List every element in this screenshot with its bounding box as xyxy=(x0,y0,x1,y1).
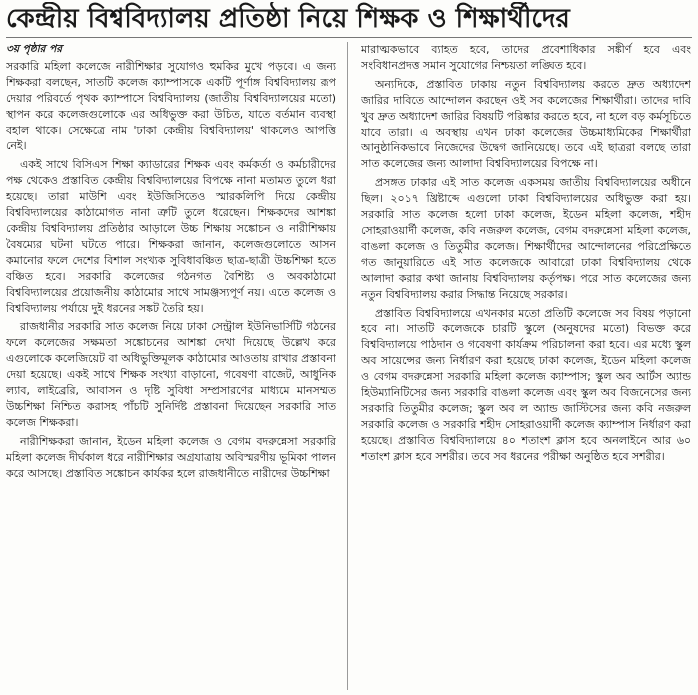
paragraph: একই সাথে বিসিএস শিক্ষা ক্যাডারের শিক্ষক এবং কর্মকর্তা ও কর্মচারীদের পক্ষ থেকেও প্রস্তাবিত কেন্দ্রীয় বিশ্ববিদ্যালয়ের বিপক্ষে নানা মতামত তুলে ধরা হয়েছে। তারা মাউশি এবং ইউজিসিতেও স্মারকলিপি দিয়ে কেন্দ্রীয় বিশ্ববিদ্যালয়ের কাঠামোগত নানা ত্রুটি তুলে ধরেছেন। শিক্ষকদের আশঙ্কা কেন্দ্রীয় বিশ্ববিদ্যালয় প্রতিষ্ঠার আড়ালে উচ্চ শিক্ষায় সঙ্কোচন ও নারীশিক্ষায় বৈষম্যের ঘটনা ঘটতে পারে। শিক্ষকরা জানান, কলেজগুলোতে আসন কমানোর ফলে দেশের বিশাল সংখ্যক সুবিধাবঞ্চিত ছাত্র-ছাত্রী উচ্চশিক্ষা হতে বঞ্চিত হবে। সরকারি কলেজের গঠনগত বৈশিষ্ট্য ও অবকাঠামো বিশ্ববিদ্যালয়ের প্রয়োজনীয় কাঠামোর সাথে সামঞ্জস্যপূর্ণ নয়। এতে কলেজ ও বিশ্ববিদ্যালয় পর্যায়ে দুই ধরনের সঙ্কট তৈরি হয়। xyxy=(6,158,336,315)
column-divider xyxy=(347,42,348,690)
paragraph: সরকারি মহিলা কলেজে নারীশিক্ষার সুযোগও হুমকির মুখে পড়বে। এ জন্য শিক্ষকরা বলছেন, সাতটি কলেজ ক্যাম্পাসকে একটি পূর্ণাঙ্গ বিশ্ববিদ্যালয় রূপ দেয়ার পরিবর্তে পৃথক ক্যাম্পাসে বিশ্ববিদ্যালয় (জাতীয় বিশ্ববিদ্যালয়ের মতো) স্থাপন করে কলেজগুলোকে এর অধিভুক্ত করা উচিত, যাতে বর্তমান ব্যবস্থা বহাল থাকে। সেক্ষেত্রে নাম 'ঢাকা কেন্দ্রীয় বিশ্ববিদ্যালয়' থাকলেও আপত্তি নেই। xyxy=(6,59,336,153)
paragraph: নারীশিক্ষকরা জানান, ইডেন মহিলা কলেজ ও বেগম বদরুন্নেসা সরকারি মহিলা কলেজ দীর্ঘকাল ধরে নারীশিক্ষার অগ্রযাত্রায় অবিস্মরণীয় ভূমিকা পালন করে আসছে। প্রস্তাবিত সঙ্কোচন কার্যকর হলে রাজধানীতে নারীদের উচ্চশিক্ষা xyxy=(6,434,336,480)
paragraph: মারাত্মকভাবে ব্যাহত হবে, তাদের প্রবেশাধিকার সঙ্কীর্ণ হবে এবং সংবিধানপ্রদত্ত সমান সুযোগের নিশ্চয়তা লঙ্ঘিত হবে। xyxy=(361,43,691,72)
paragraph: অন্যদিকে, প্রস্তাবিত ঢাকায় নতুন বিশ্ববিদ্যালয় করতে দ্রুত অধ্যাদেশ জারির দাবিতে আন্দোলন করছেন ওই সব কলেজের শিক্ষার্থীরা। তাদের দাবি খুব দ্রুত অধ্যাদেশ জারির বিষয়টি পরিষ্কার করতে হবে, না হলে বড় কর্মসূচিতে যাবে তারা। এ অবস্থায় এখন ঢাকা কলেজের উচ্চমাধ্যমিকের শিক্ষার্থীরা আনুষ্ঠানিকভাবে নিজেদের উদ্বেগ জানিয়েছে। তবে এই ছাত্ররা বলছে তারা সাত কলেজের জন্য আলাদা বিশ্ববিদ্যালয়ের বিপক্ষে না। xyxy=(361,77,691,171)
paragraph: প্রসঙ্গত ঢাকার এই সাত কলেজ একসময় জাতীয় বিশ্ববিদ্যালয়ের অধীনে ছিল। ২০১৭ খ্রিষ্টাব্দে এগুলো ঢাকা বিশ্ববিদ্যালয়ের অধিভুক্ত করা হয়। সরকারি সাত কলেজ হলো ঢাকা কলেজ, ইডেন মহিলা কলেজ, শহীদ সোহরাওয়ার্দী কলেজ, কবি নজরুল কলেজ, বেগম বদরুন্নেসা মহিলা কলেজ, বাঙলা কলেজ ও তিতুমীর কলেজ। শিক্ষার্থীদের আন্দোলনের পরিপ্রেক্ষিতে গত জানুয়ারিতে এই সাত কলেজকে আবারো ঢাকা বিশ্ববিদ্যালয় থেকে আলাদা করার কথা জানায় বিশ্ববিদ্যালয় কর্তৃপক্ষ। পরে সাত কলেজের জন্য নতুন বিশ্ববিদ্যালয় করার সিদ্ধান্ত নিয়েছে সরকার। xyxy=(361,176,691,301)
article-headline: কেন্দ্রীয় বিশ্ববিদ্যালয় প্রতিষ্ঠা নিয়ে শিক্ষক ও শিক্ষার্থীদের xyxy=(6,4,570,34)
article-column-right xyxy=(361,42,691,692)
paragraph: প্রস্তাবিত বিশ্ববিদ্যালয়ে এখনকার মতো প্রতিটি কলেজে সব বিষয় পড়ানো হবে না। সাতটি কলেজকে চারটি স্কুলে (অনুষদের মতো) বিভক্ত করে বিশ্ববিদ্যালয়ে পাঠদান ও গবেষণা কার্যক্রম পরিচালনা করা হবে। এর মধ্যে স্কুল অব সায়েন্সের জন্য নির্ধারণ করা হয়েছে ঢাকা কলেজ, ইডেন মহিলা কলেজ ও বেগম বদরুন্নেসা সরকারি মহিলা কলেজ ক্যাম্পাস; স্কুল অব আর্টস অ্যান্ড হিউম্যানিটিসের জন্য সরকারি বাঙলা কলেজ এবং স্কুল অব বিজনেসের জন্য সরকারি তিতুমীর কলেজ; স্কুল অব ল অ্যান্ড জাস্টিসের জন্য কবি নজরুল সরকারি কলেজ ও সরকারি শহীদ সোহরাওয়ার্দী কলেজ ক্যাম্পাস নির্ধারণ করা হয়েছে। প্রস্তাবিত বিশ্ববিদ্যালয়ে ৪০ শতাংশ ক্লাস হবে অনলাইনে আর ৬০ শতাংশ ক্লাস হবে সশরীর। তবে সব ধরনের পরীক্ষা অনুষ্ঠিত হবে সশরীর। xyxy=(361,306,691,463)
article-column-left xyxy=(6,42,336,692)
paragraph: রাজধানীর সরকারি সাত কলেজ নিয়ে ঢাকা সেন্ট্রাল ইউনিভার্সিটি গঠনের ফলে কলেজের সক্ষমতা সঙ্কোচনের আশঙ্কা দেখা দিয়েছে উল্লেখ করে এগুলোকে কলেজিয়েট বা অধিভুক্তিমূলক কাঠামোর আওতায় রাখার প্রস্তাবনা দেয়া হয়েছে। একই সাথে শিক্ষক সংখ্যা বাড়ানো, গবেষণা বাজেট, আধুনিক ল্যাব, লাইব্রেরি, আবাসন ও দৃষ্টি সুবিধা সম্প্রসারণের মাধ্যমে মানসম্মত উচ্চশিক্ষা নিশ্চিত করাসহ পাঁচটি সুনির্দিষ্ট প্রস্তাবনা দিয়েছেন সরকারি সাত কলেজ শিক্ষকরা। xyxy=(6,320,336,429)
continued-from-label: ৩য় পৃষ্ঠার পর xyxy=(6,43,63,55)
headline-divider xyxy=(6,37,692,38)
